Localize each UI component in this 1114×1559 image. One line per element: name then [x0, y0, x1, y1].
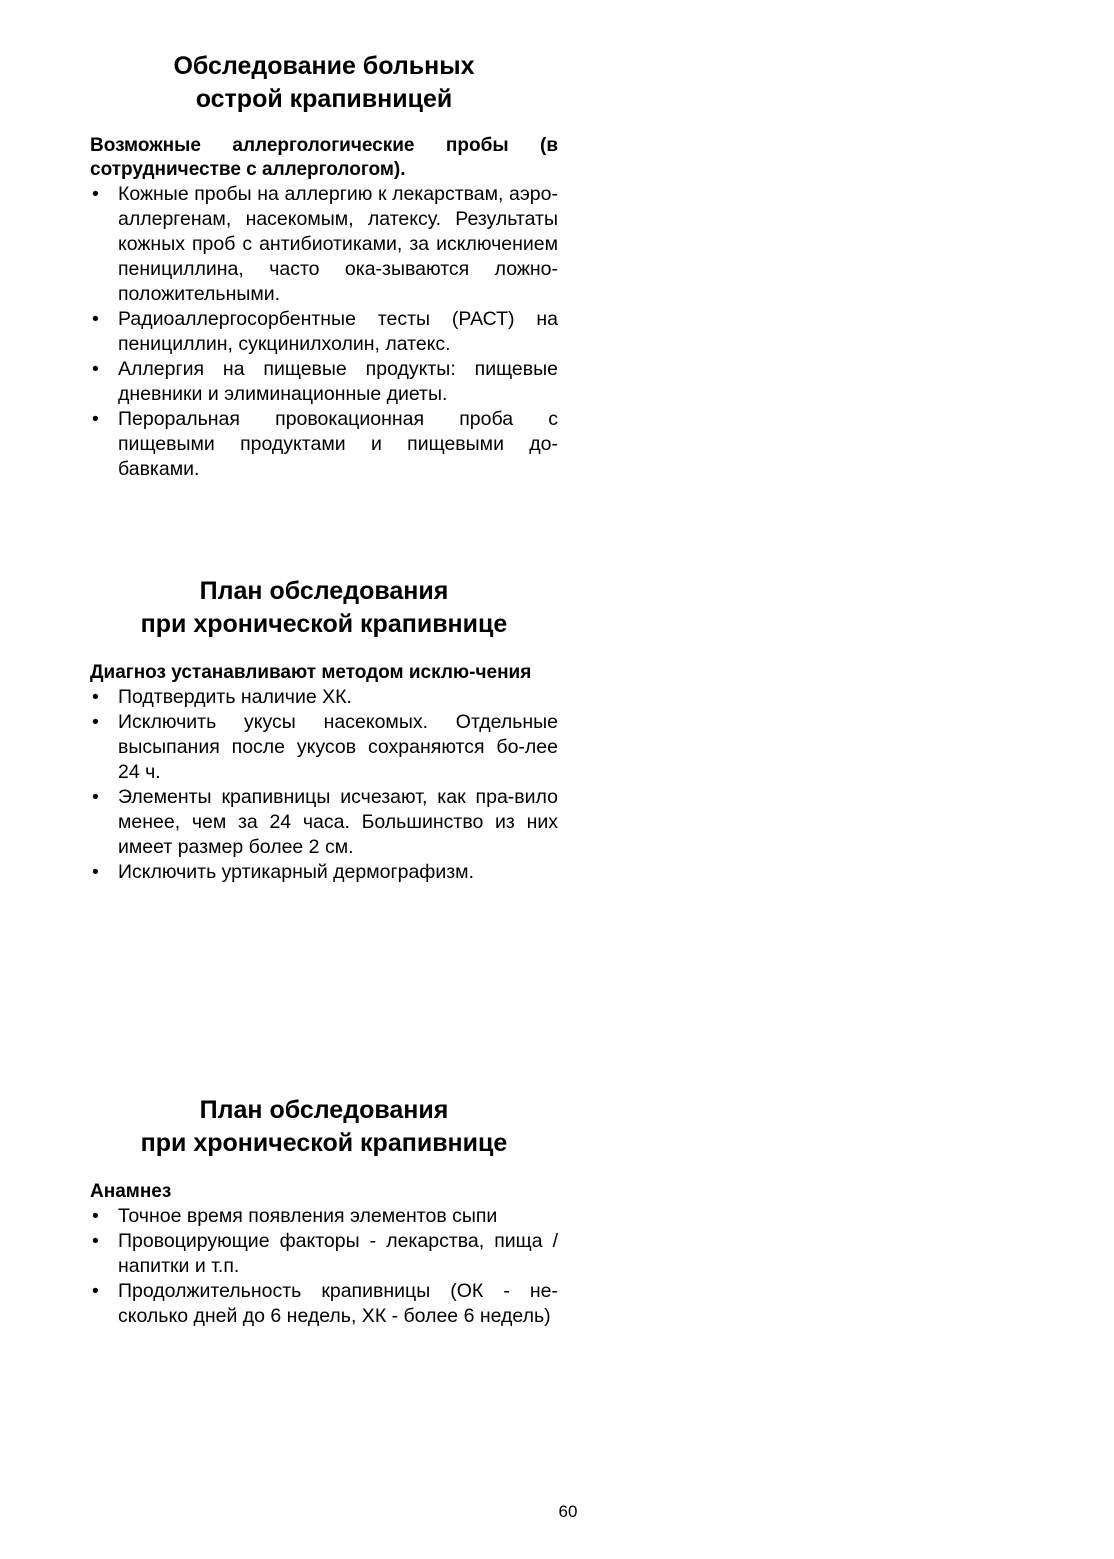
section-chronic-plan-diagnosis — [90, 575, 558, 885]
list-item: • Точное время появления элементов сыпи — [90, 1204, 558, 1229]
list-item: • Продолжительность крапивницы (ОК - не-сколько дней до 6 недель, ХК - более 6 недель) — [90, 1279, 558, 1329]
list-item: • Подтвердить наличие ХК. — [90, 685, 558, 710]
section-subheading: Возможные аллергологические пробы (в сотрудничестве с аллергологом). — [90, 135, 558, 180]
list-item: • Исключить уртикарный дермографизм. — [90, 860, 558, 885]
section-chronic-plan-anamnesis — [90, 1094, 558, 1329]
list-item: • Радиоаллергосорбентные тесты (РАСТ) на пенициллин, сукцинилхолин, латекс. — [90, 307, 558, 357]
list-item: • Пероральная провокационная проба с пищевыми продуктами и пищевыми до-бавками. — [90, 407, 558, 482]
section-title-line: План обследования — [199, 577, 449, 605]
section-subheading: Диагноз устанавливают методом исклю-чения — [90, 662, 532, 683]
section-title-line: Обследование больных — [173, 52, 475, 80]
bullet-list — [90, 1204, 558, 1329]
list-item: • Кожные пробы на аллергию к лекарствам, аэро-аллергенам, насекомым, латексу. Результаты кожных проб с антибиотиками, за исключением пенициллина, часто ока-зываются ложно-положительными. — [90, 182, 558, 307]
section-title — [90, 575, 558, 641]
section-title-line: План обследования — [199, 1096, 449, 1124]
section-title-line: при хронической крапивнице — [140, 610, 508, 638]
section-acute-urticaria — [90, 50, 558, 482]
bullet-list — [90, 685, 558, 885]
section-title-line: острой крапивницей — [195, 85, 453, 113]
bullet-list — [90, 182, 558, 482]
section-subheading: Анамнез — [90, 1181, 172, 1202]
page-number: 60 — [558, 1502, 578, 1521]
list-item: • Элементы крапивницы исчезают, как пра-вило менее, чем за 24 часа. Большинство из них имеет размер более 2 см. — [90, 785, 558, 860]
list-item: • Исключить укусы насекомых. Отдельные высыпания после укусов сохраняются бо-лее 24 ч. — [90, 710, 558, 785]
list-item: • Аллергия на пищевые продукты: пищевые дневники и элиминационные диеты. — [90, 357, 558, 407]
list-item: • Провоцирующие факторы - лекарства, пища / напитки и т.п. — [90, 1229, 558, 1279]
section-title — [90, 1094, 558, 1160]
section-title — [90, 50, 558, 116]
section-title-line: при хронической крапивнице — [140, 1129, 508, 1157]
